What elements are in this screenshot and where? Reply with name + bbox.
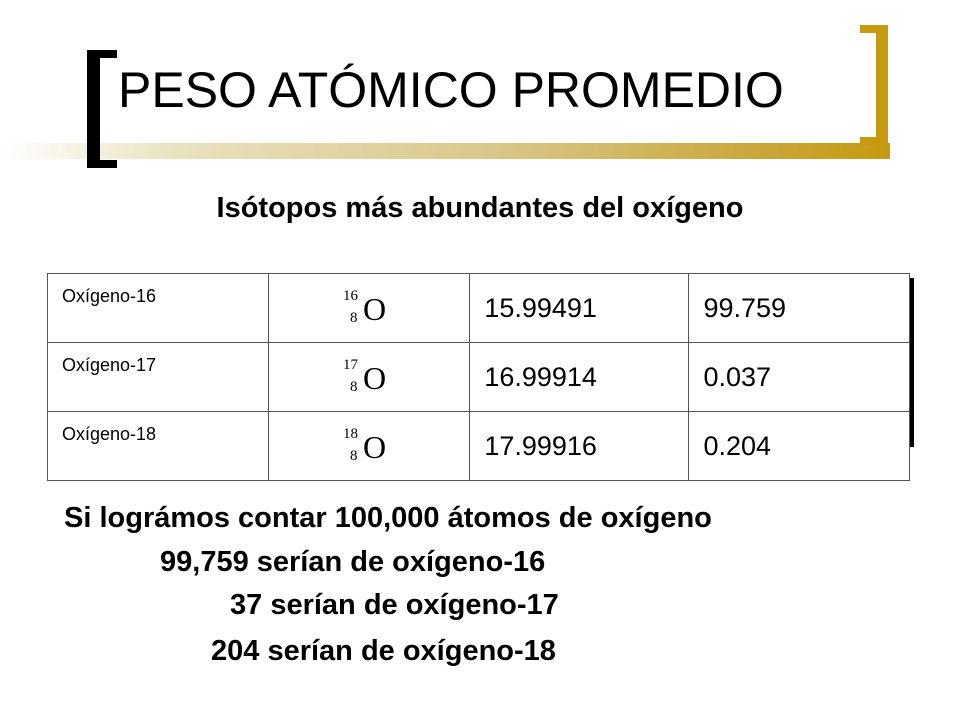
element-symbol: O [363,360,387,396]
isotope-table [47,273,910,481]
slide-title: PESO ATÓMICO PROMEDIO [118,62,784,118]
atomic-number: 8 [350,310,358,326]
nuclide-symbol-cell [268,274,470,343]
isotope-abundance: 99.759 [689,274,910,343]
mass-number: 16 [343,288,359,304]
count-line-oxygen-18: 204 serían de oxígeno-18 [211,635,556,667]
isotope-mass: 16.99914 [470,343,689,412]
mass-number: 17 [343,357,359,373]
count-intro-text: Si lográmos contar 100,000 átomos de oxígeno [64,502,712,534]
nuclide-symbol [341,357,397,397]
table-row [48,412,910,481]
count-line-oxygen-16: 99,759 serían de oxígeno-16 [160,546,546,578]
table-row [48,343,910,412]
nuclide-symbol-cell [268,343,470,412]
isotope-name: Oxígeno-17 [48,343,269,412]
title-underline-bar [0,143,890,159]
count-line-oxygen-17: 37 serían de oxígeno-17 [230,589,559,621]
isotope-abundance: 0.204 [689,412,910,481]
atomic-number: 8 [350,379,358,395]
isotope-mass: 15.99491 [470,274,689,343]
left-bracket-decoration [87,50,100,168]
slide-subtitle: Isótopos más abundantes del oxígeno [216,192,744,224]
nuclide-symbol [341,288,397,328]
isotope-name: Oxígeno-16 [48,274,269,343]
atomic-number: 8 [350,448,358,464]
isotope-abundance: 0.037 [689,343,910,412]
table-row [48,274,910,343]
nuclide-symbol-cell [268,412,470,481]
isotope-name: Oxígeno-18 [48,412,269,481]
isotope-mass: 17.99916 [470,412,689,481]
nuclide-symbol [341,426,397,466]
element-symbol: O [363,429,387,465]
mass-number: 18 [343,426,359,442]
right-bracket-decoration [876,25,888,145]
element-symbol: O [363,291,387,327]
